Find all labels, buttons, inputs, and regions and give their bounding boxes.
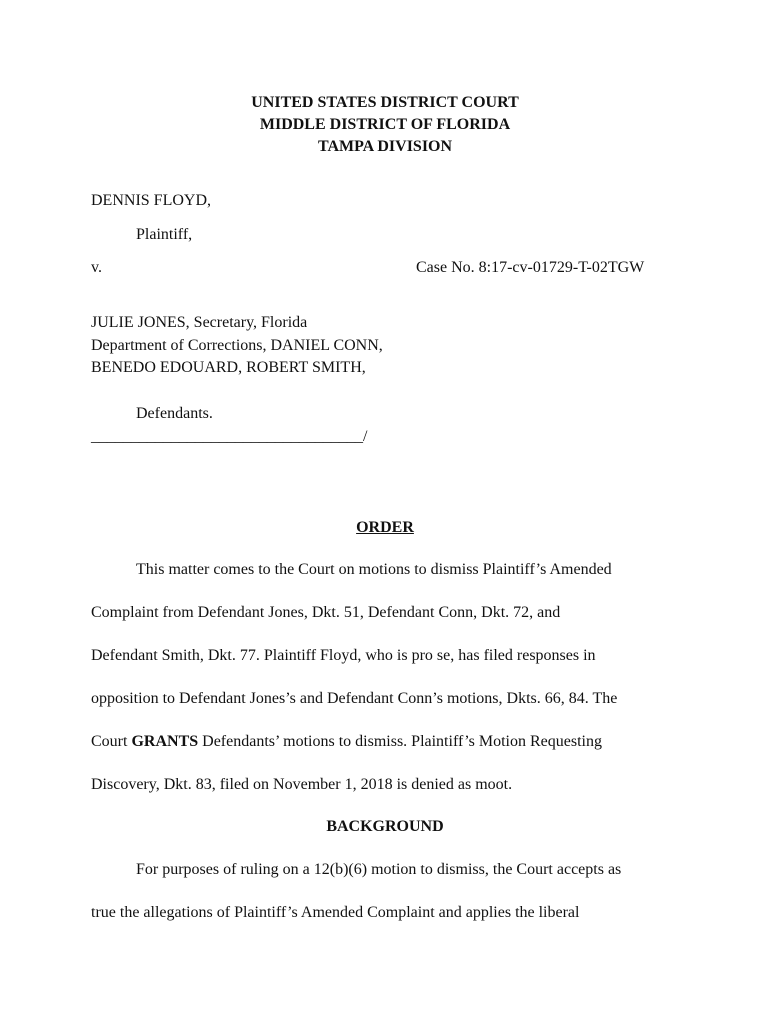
paragraph2-line1: For purposes of ruling on a 12(b)(6) motion to dismiss, the Court accepts as	[136, 861, 622, 878]
plaintiff-name: DENNIS FLOYD,	[91, 192, 211, 209]
court-division: TAMPA DIVISION	[317, 138, 453, 155]
defendants-line-1: JULIE JONES, Secretary, Florida	[91, 314, 308, 331]
defendants-line-2: Department of Corrections, DANIEL CONN,	[91, 337, 383, 354]
grants-emphasis: GRANTS	[131, 733, 199, 750]
defendants-line-3: BENEDO EDOUARD, ROBERT SMITH,	[91, 359, 366, 376]
background-heading: BACKGROUND	[326, 818, 444, 835]
court-district: MIDDLE DISTRICT OF FLORIDA	[259, 116, 511, 133]
paragraph1-line2: Complaint from Defendant Jones, Dkt. 51, Defendant Conn, Dkt. 72, and	[91, 604, 561, 621]
paragraph1-line1: This matter comes to the Court on motions to dismiss Plaintiff’s Amended	[136, 561, 612, 578]
paragraph1-line5-pre: Court	[91, 733, 132, 750]
paragraph1-line5-post: Defendants’ motions to dismiss. Plaintiff’s Motion Requesting	[198, 733, 602, 750]
versus: v.	[91, 259, 102, 276]
order-heading: ORDER	[356, 519, 414, 536]
paragraph1-line3: Defendant Smith, Dkt. 77. Plaintiff Floyd, who is pro se, has filed responses in	[91, 647, 596, 664]
paragraph2-line2: true the allegations of Plaintiff’s Amended Complaint and applies the liberal	[91, 904, 580, 921]
court-name: UNITED STATES DISTRICT COURT	[251, 94, 519, 111]
case-number: Case No. 8:17-cv-01729-T-02TGW	[416, 259, 645, 276]
paragraph1-line4: opposition to Defendant Jones’s and Defendant Conn’s motions, Dkts. 66, 84. The	[91, 690, 618, 707]
paragraph1-line5	[91, 733, 602, 751]
plaintiff-label: Plaintiff,	[136, 226, 193, 243]
caption-signature-line: __________________________________/	[91, 428, 368, 445]
paragraph1-line6: Discovery, Dkt. 83, filed on November 1, 2018 is denied as moot.	[91, 776, 513, 793]
defendants-label: Defendants.	[136, 405, 213, 422]
